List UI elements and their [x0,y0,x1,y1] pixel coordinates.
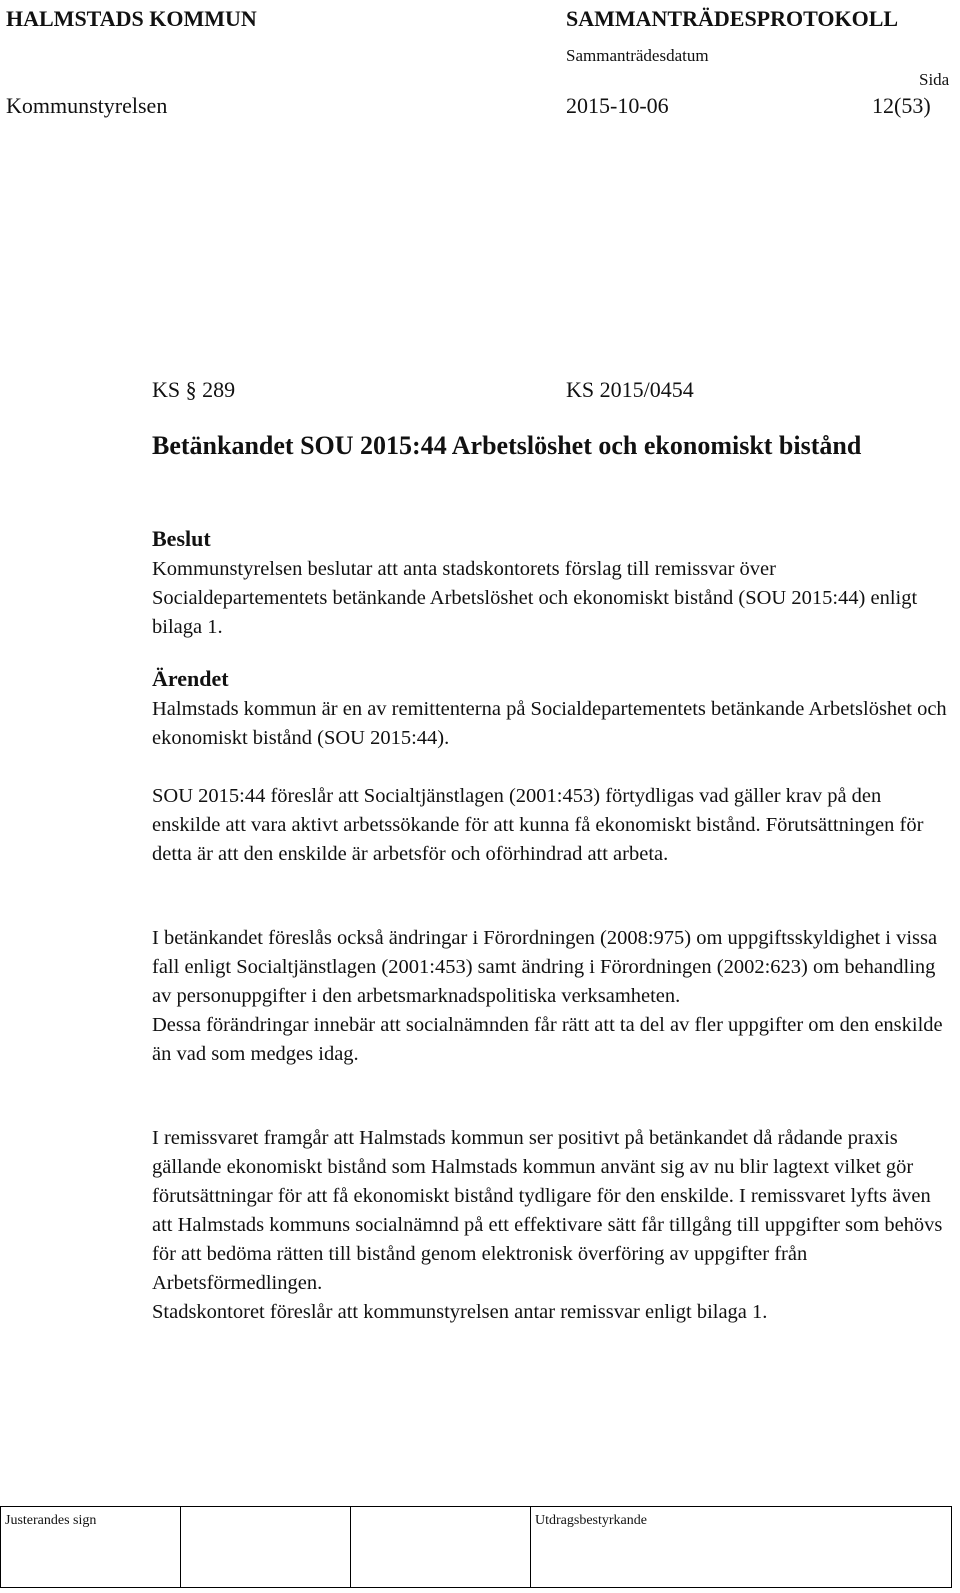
beslut-text: Kommunstyrelsen beslutar att anta stadskontorets förslag till remissvar över Socialdepartementets betänkande Arbetslöshet och ekonomiskt bistånd (SOU 2015:44) enligt bilaga 1. [152,558,918,638]
case-number: KS 2015/0454 [566,377,694,402]
paragraph-2a: I betänkandet föreslås också ändringar i Förordningen (2008:975) om uppgiftsskyldighet i vissa fall enligt Socialtjänstlagen (2001:453) samt ändring i Förordningen (2002:623) om behandling av personuppgifter i den arbetsmarknadspolitiska verksamheten. [152,927,938,1007]
meeting-date-label: Sammanträdesdatum [566,46,709,65]
signature-footer [0,1506,952,1588]
arendet-heading: Ärendet [152,666,229,691]
arendet-text: Halmstads kommun är en av remittenterna på Socialdepartementets betänkande Arbetslöshet och ekonomiskt bistånd (SOU 2015:44). [152,698,947,749]
paragraph-2b: Dessa förändringar innebär att socialnämnden får rätt att ta del av fler uppgifter om den enskilde än vad som medges idag. [152,1014,943,1065]
utdragsbestyrkande-label: Utdragsbestyrkande [535,1513,647,1528]
page-label: Sida [919,70,950,89]
beslut-heading: Beslut [152,526,211,551]
municipality-name: HALMSTADS KOMMUN [6,6,257,31]
justerandes-sign-label: Justerandes sign [5,1513,97,1528]
signature-cell-3 [351,1507,531,1587]
page-number: 12(53) [872,93,931,118]
meeting-date: 2015-10-06 [566,93,669,118]
case-paragraph: KS § 289 [152,377,236,402]
document-type: SAMMANTRÄDESPROTOKOLL [566,6,899,31]
paragraph-1: SOU 2015:44 föreslår att Socialtjänstlagen (2001:453) förtydligas vad gäller krav på den enskilde att vara aktivt arbetssökande för att kunna få ekonomiskt bistånd. Förutsättningen för detta är att den enskilde är arbetsför och oförhindrad att arbeta. [152,785,924,865]
committee-name: Kommunstyrelsen [6,93,168,118]
paragraph-3 [152,1124,952,1327]
utdragsbestyrkande-cell [531,1507,951,1587]
paragraph-3b: Stadskontoret föreslår att kommunstyrelsen antar remissvar enligt bilaga 1. [152,1301,768,1323]
justerandes-sign-cell [1,1507,181,1587]
paragraph-2 [152,924,952,1069]
signature-cell-2 [181,1507,351,1587]
paragraph-3a: I remissvaret framgår att Halmstads kommun ser positivt på betänkandet då rådande praxis gällande ekonomiskt bistånd som Halmstads kommun använt sig av nu blir lagtext vilket gör förutsättningar för att få ekonomiskt bistånd tydligare för den enskilde. I remissvaret lyfts även att Halmstads kommuns socialnämnd på ett effektivare sätt får tillgång till uppgifter som behövs för att bedöma rätten till bistånd genom elektronisk överföring av uppgifter från Arbetsförmedlingen. [152,1127,943,1294]
page-title: Betänkandet SOU 2015:44 Arbetslöshet och ekonomiskt bistånd [152,431,862,460]
